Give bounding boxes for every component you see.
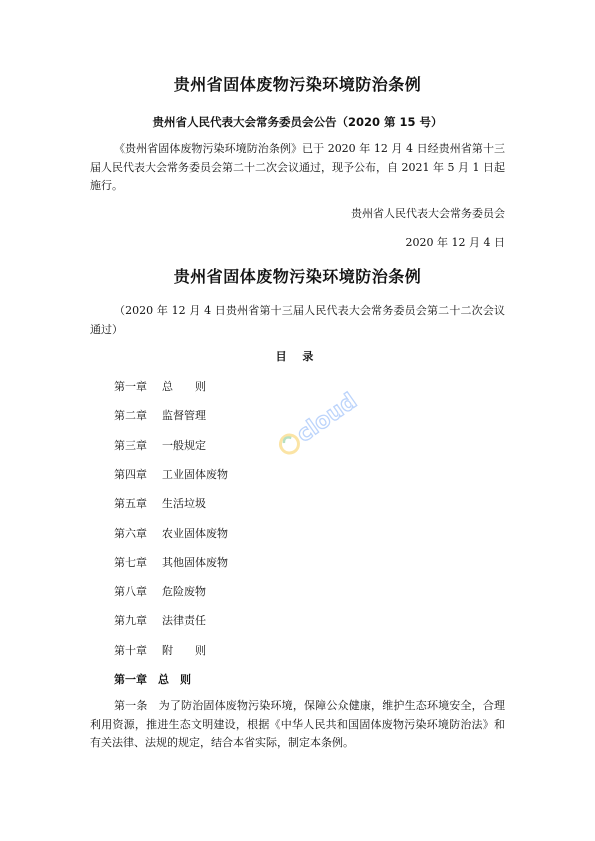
toc-item — [114, 437, 206, 453]
toc-chapter-number: 第二章 — [114, 409, 147, 423]
toc-chapter-number: 第九章 — [114, 614, 147, 628]
issuer: 贵州省人民代表大会常务委员会 — [351, 207, 505, 220]
toc-chapter-number: 第四章 — [114, 467, 147, 481]
toc-item — [114, 378, 206, 394]
toc-chapter-name: 法律责任 — [162, 614, 206, 628]
toc-chapter-number: 第六章 — [114, 526, 147, 540]
toc-chapter-name: 危险废物 — [162, 585, 206, 599]
toc-item — [114, 525, 228, 541]
toc-chapter-number: 第五章 — [114, 497, 147, 511]
regulation-title: 贵州省固体废物污染环境防治条例 — [173, 267, 422, 286]
toc-item — [114, 583, 206, 599]
article-1: 第一条 为了防治固体废物污染环境，保障公众健康，维护生态环境安全，合理利用资源，推进生态文明建设，根据《中华人民共和国固体废物污染环境防治法》和有关法律、法规的规定，结合本省实际，制定本条例。 — [90, 699, 505, 749]
toc-chapter-name: 附 则 — [162, 643, 206, 657]
cloud-watermark-logo — [262, 382, 362, 462]
svg-text:cloud: cloud — [292, 388, 362, 448]
toc-item — [114, 495, 206, 511]
toc-chapter-number: 第十章 — [114, 643, 147, 657]
toc-item — [114, 466, 228, 482]
issue-date: 2020 年 12 月 4 日 — [405, 236, 505, 249]
toc-item — [114, 407, 206, 423]
toc-chapter-name: 一般规定 — [162, 438, 206, 452]
toc-chapter-number: 第三章 — [114, 438, 147, 452]
toc-chapter-name: 农业固体废物 — [162, 526, 228, 540]
toc-title: 目 录 — [275, 350, 320, 363]
toc-chapter-number: 第七章 — [114, 555, 147, 569]
adoption-note: （2020 年 12 月 4 日贵州省第十三届人民代表大会常务委员会第二十二次会议通过） — [90, 304, 505, 336]
chapter-heading: 第一章 总 则 — [114, 673, 191, 686]
toc-chapter-name: 生活垃圾 — [162, 497, 206, 511]
toc-chapter-name: 工业固体废物 — [162, 467, 228, 481]
toc-item — [114, 642, 206, 658]
notice-body: 《贵州省固体废物污染环境防治条例》已于 2020 年 12 月 4 日经贵州省第十三届人民代表大会常务委员会第二十二次会议通过，现予公布，自 2021 年 5 月 1 日起施行。 — [90, 142, 505, 192]
toc-chapter-name: 监督管理 — [162, 409, 206, 423]
toc-chapter-number: 第八章 — [114, 585, 147, 599]
notice-title: 贵州省人民代表大会常务委员会公告（2020 第 15 号） — [152, 115, 443, 129]
toc-chapter-number: 第一章 — [114, 380, 147, 393]
toc-chapter-name: 总 则 — [162, 380, 206, 393]
toc-chapter-name: 其他固体废物 — [162, 555, 228, 569]
document-title: 贵州省固体废物污染环境防治条例 — [173, 75, 422, 94]
toc-item — [114, 554, 228, 570]
toc-item — [114, 612, 206, 628]
